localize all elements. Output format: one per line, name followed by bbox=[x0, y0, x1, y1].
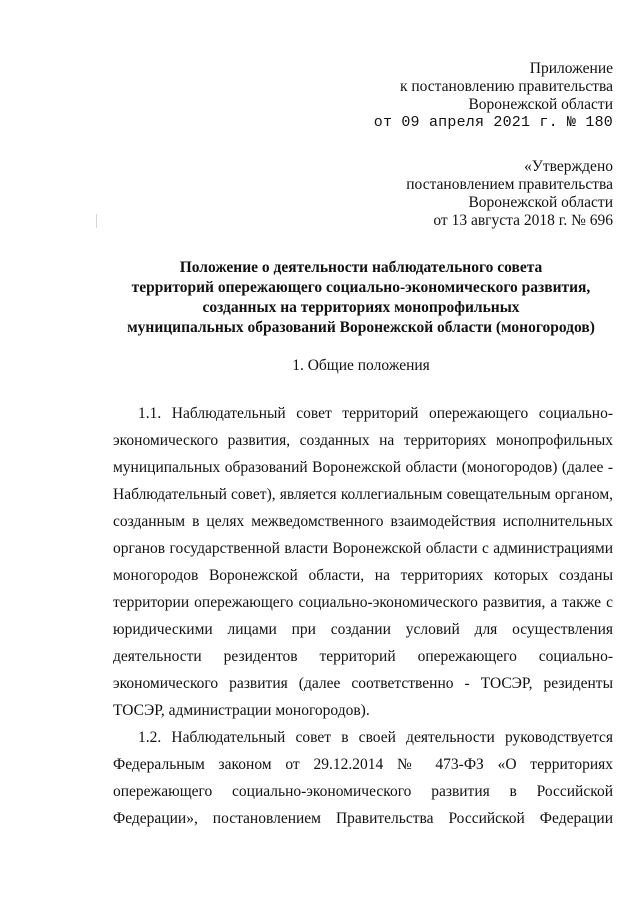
appendix-label: Приложение bbox=[529, 60, 613, 77]
document-title-line: муниципальных образований Воронежской области (моногородов) bbox=[127, 319, 595, 336]
paragraph-line: 1.2. Наблюдательный совет в своей деятельности руководствуется bbox=[138, 729, 613, 746]
appendix-resolution: к постановлению правительства bbox=[399, 78, 613, 95]
section-heading: 1. Общие положения bbox=[292, 357, 430, 374]
paragraph-line: 1.1. Наблюдательный совет территорий опережающего социально- bbox=[138, 405, 613, 422]
approved-region: Воронежской области bbox=[468, 194, 613, 211]
paragraph-line: опережающего социально-экономического развития в Российской bbox=[113, 783, 613, 800]
appendix-date-number: от 09 апреля 2021 г. № 180 bbox=[373, 114, 613, 131]
paragraph-line: моногородов Воронежской области, на территориях которых созданы bbox=[113, 567, 613, 584]
paragraph-line: Федерации», постановлением Правительства Российской Федерации bbox=[113, 810, 613, 827]
paragraph-line: Федеральным законом от 29.12.2014 № 473-ФЗ «О территориях bbox=[113, 756, 613, 773]
approved-label: «Утверждено bbox=[524, 158, 613, 175]
paragraph-line: экономического развития (далее соответственно - ТОСЭР, резиденты bbox=[113, 675, 613, 692]
approved-resolution: постановлением правительства bbox=[406, 176, 613, 193]
approved-date-number: от 13 августа 2018 г. № 696 bbox=[433, 212, 613, 229]
paragraph-line: органов государственной власти Воронежской области с администрациями bbox=[113, 540, 613, 557]
appendix-region: Воронежской области bbox=[468, 96, 613, 113]
document-title-line: созданных на территориях монопрофильных bbox=[202, 299, 520, 316]
paragraph-line: ТОСЭР, администрации моногородов). bbox=[113, 702, 370, 719]
paragraph-line: деятельности резидентов территорий опережающего социально- bbox=[113, 648, 613, 665]
scan-mark bbox=[96, 214, 97, 228]
paragraph-line: муниципальных образований Воронежской области (моногородов) (далее - bbox=[113, 459, 613, 476]
document-title-line: Положение о деятельности наблюдательного совета bbox=[179, 259, 543, 276]
paragraph-line: территории опережающего социально-экономического развития, а также с bbox=[113, 594, 613, 611]
paragraph-line: Наблюдательный совет), является коллегиальным совещательным органом, bbox=[113, 486, 613, 503]
paragraph-line: юридическими лицами при создании условий для осуществления bbox=[113, 621, 613, 638]
paragraph-line: экономического развития, созданных на территориях монопрофильных bbox=[113, 432, 613, 449]
paragraph-line: созданным в целях межведомственного взаимодействия исполнительных bbox=[113, 513, 613, 530]
document-title-line: территорий опережающего социально-экономического развития, bbox=[131, 279, 591, 296]
